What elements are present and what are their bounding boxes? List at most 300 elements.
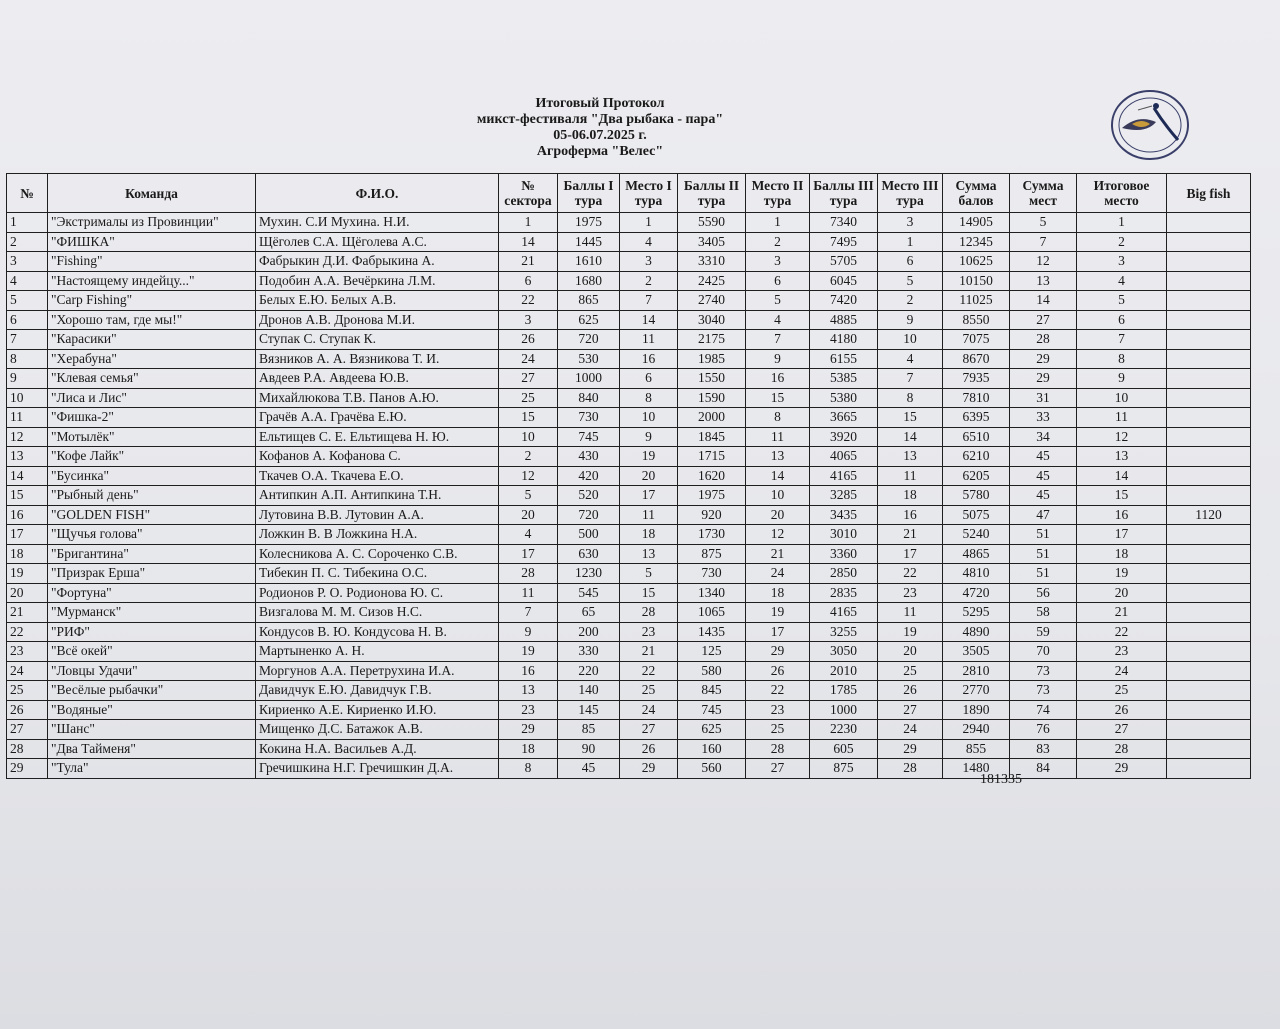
- table-cell: 4885: [810, 310, 878, 330]
- table-row: [7, 291, 1251, 311]
- table-cell: 11: [499, 583, 558, 603]
- table-cell: 430: [558, 447, 620, 467]
- table-cell: 4165: [810, 603, 878, 623]
- table-cell: [1167, 583, 1251, 603]
- table-cell: 1590: [678, 388, 746, 408]
- table-cell: 10625: [943, 252, 1010, 272]
- table-cell: 7495: [810, 232, 878, 252]
- table-cell: 47: [1010, 505, 1077, 525]
- table-cell: Мухин. С.И Мухина. Н.И.: [256, 213, 499, 233]
- table-cell: 23: [499, 700, 558, 720]
- table-cell: 45: [1010, 466, 1077, 486]
- table-cell: 920: [678, 505, 746, 525]
- table-cell: 12: [499, 466, 558, 486]
- table-cell: 29: [1010, 349, 1077, 369]
- table-cell: 7: [1010, 232, 1077, 252]
- table-cell: Ельтищев С. Е. Ельтищева Н. Ю.: [256, 427, 499, 447]
- table-cell: "Щучья голова": [48, 525, 256, 545]
- table-cell: 27: [746, 759, 810, 779]
- table-cell: "Шанс": [48, 720, 256, 740]
- table-cell: 1620: [678, 466, 746, 486]
- table-cell: 29: [746, 642, 810, 662]
- table-cell: Родионов Р. О. Родионова Ю. С.: [256, 583, 499, 603]
- table-cell: 2940: [943, 720, 1010, 740]
- table-cell: 720: [558, 330, 620, 350]
- table-row: [7, 486, 1251, 506]
- table-cell: 10: [499, 427, 558, 447]
- table-cell: [1167, 310, 1251, 330]
- table-cell: 1120: [1167, 505, 1251, 525]
- table-row: [7, 525, 1251, 545]
- table-cell: 76: [1010, 720, 1077, 740]
- table-cell: 2425: [678, 271, 746, 291]
- table-cell: 5: [878, 271, 943, 291]
- table-cell: 7: [746, 330, 810, 350]
- column-header: Итоговое место: [1077, 174, 1167, 213]
- table-cell: 12: [1010, 252, 1077, 272]
- table-cell: 33: [1010, 408, 1077, 428]
- column-header: Баллы I тура: [558, 174, 620, 213]
- table-cell: 11: [620, 330, 678, 350]
- table-cell: 875: [810, 759, 878, 779]
- table-cell: 24: [620, 700, 678, 720]
- table-row: [7, 544, 1251, 564]
- table-cell: 11: [1077, 408, 1167, 428]
- table-cell: 17: [7, 525, 48, 545]
- table-row: [7, 700, 1251, 720]
- table-cell: 6045: [810, 271, 878, 291]
- table-cell: 530: [558, 349, 620, 369]
- table-cell: 15: [1077, 486, 1167, 506]
- table-cell: 140: [558, 681, 620, 701]
- table-cell: 3255: [810, 622, 878, 642]
- table-cell: 6: [1077, 310, 1167, 330]
- table-cell: 16: [499, 661, 558, 681]
- table-cell: 27: [1077, 720, 1167, 740]
- table-cell: 2230: [810, 720, 878, 740]
- column-header: Место III тура: [878, 174, 943, 213]
- table-cell: 8550: [943, 310, 1010, 330]
- table-cell: 220: [558, 661, 620, 681]
- table-cell: 2: [878, 291, 943, 311]
- table-cell: 3920: [810, 427, 878, 447]
- column-header: №: [7, 174, 48, 213]
- table-cell: "Водяные": [48, 700, 256, 720]
- table-cell: 16: [1077, 505, 1167, 525]
- table-row: [7, 310, 1251, 330]
- table-cell: 2010: [810, 661, 878, 681]
- table-cell: 6155: [810, 349, 878, 369]
- column-header: Место I тура: [620, 174, 678, 213]
- table-cell: 16: [7, 505, 48, 525]
- table-cell: 1480: [943, 759, 1010, 779]
- table-cell: 15: [746, 388, 810, 408]
- table-cell: 90: [558, 739, 620, 759]
- table-cell: 9: [1077, 369, 1167, 389]
- table-cell: Ткачев О.А. Ткачева Е.О.: [256, 466, 499, 486]
- table-cell: 1000: [558, 369, 620, 389]
- table-cell: "Лиса и Лис": [48, 388, 256, 408]
- table-cell: 20: [1077, 583, 1167, 603]
- table-cell: 6: [499, 271, 558, 291]
- table-cell: 1975: [678, 486, 746, 506]
- header-date: 05-06.07.2025 г.: [553, 128, 647, 143]
- table-cell: 12: [746, 525, 810, 545]
- table-cell: 73: [1010, 681, 1077, 701]
- table-cell: 9: [746, 349, 810, 369]
- table-cell: 14: [1077, 466, 1167, 486]
- table-cell: "Два Тайменя": [48, 739, 256, 759]
- column-header: Баллы III тура: [810, 174, 878, 213]
- table-cell: [1167, 720, 1251, 740]
- table-cell: 70: [1010, 642, 1077, 662]
- table-cell: 7075: [943, 330, 1010, 350]
- table-cell: 15: [499, 408, 558, 428]
- table-cell: 11025: [943, 291, 1010, 311]
- table-cell: 73: [1010, 661, 1077, 681]
- table-cell: 25: [7, 681, 48, 701]
- table-cell: 1340: [678, 583, 746, 603]
- table-cell: [1167, 544, 1251, 564]
- table-cell: 730: [678, 564, 746, 584]
- table-cell: 6: [746, 271, 810, 291]
- table-cell: 12: [1077, 427, 1167, 447]
- table-cell: 1610: [558, 252, 620, 272]
- table-cell: "Carp Fishing": [48, 291, 256, 311]
- table-cell: 11: [878, 466, 943, 486]
- table-cell: 1000: [810, 700, 878, 720]
- table-cell: 18: [878, 486, 943, 506]
- table-cell: [1167, 661, 1251, 681]
- table-cell: 21: [620, 642, 678, 662]
- table-cell: [1167, 349, 1251, 369]
- table-cell: 74: [1010, 700, 1077, 720]
- table-cell: Авдеев Р.А. Авдеева Ю.В.: [256, 369, 499, 389]
- table-cell: 5240: [943, 525, 1010, 545]
- table-cell: 26: [620, 739, 678, 759]
- table-cell: 19: [1077, 564, 1167, 584]
- table-cell: 1550: [678, 369, 746, 389]
- table-cell: 16: [746, 369, 810, 389]
- table-cell: 10150: [943, 271, 1010, 291]
- table-cell: 5380: [810, 388, 878, 408]
- table-cell: [1167, 739, 1251, 759]
- table-cell: 1: [1077, 213, 1167, 233]
- table-cell: 21: [1077, 603, 1167, 623]
- table-cell: 14905: [943, 213, 1010, 233]
- table-cell: 7: [1077, 330, 1167, 350]
- table-cell: 605: [810, 739, 878, 759]
- table-cell: 1680: [558, 271, 620, 291]
- table-cell: 3360: [810, 544, 878, 564]
- table-cell: 625: [678, 720, 746, 740]
- table-cell: 8: [878, 388, 943, 408]
- table-cell: 14: [746, 466, 810, 486]
- table-cell: 22: [746, 681, 810, 701]
- table-cell: 10: [7, 388, 48, 408]
- table-cell: "Хорошо там, где мы!": [48, 310, 256, 330]
- table-row: [7, 622, 1251, 642]
- table-cell: 745: [678, 700, 746, 720]
- table-cell: 18: [1077, 544, 1167, 564]
- table-cell: "Клевая семья": [48, 369, 256, 389]
- table-row: [7, 739, 1251, 759]
- table-cell: 5295: [943, 603, 1010, 623]
- table-cell: [1167, 427, 1251, 447]
- table-cell: 2: [1077, 232, 1167, 252]
- table-cell: 8: [499, 759, 558, 779]
- table-cell: 4810: [943, 564, 1010, 584]
- table-cell: 26: [1077, 700, 1167, 720]
- table-cell: 8: [620, 388, 678, 408]
- table-cell: 13: [1010, 271, 1077, 291]
- table-row: [7, 408, 1251, 428]
- table-cell: 730: [558, 408, 620, 428]
- table-cell: "РИФ": [48, 622, 256, 642]
- table-cell: 17: [1077, 525, 1167, 545]
- table-cell: Кофанов А. Кофанова С.: [256, 447, 499, 467]
- table-row: [7, 466, 1251, 486]
- table-cell: [1167, 622, 1251, 642]
- table-cell: Вязников А. А. Вязникова Т. И.: [256, 349, 499, 369]
- table-cell: 22: [620, 661, 678, 681]
- table-cell: 58: [1010, 603, 1077, 623]
- table-cell: 3010: [810, 525, 878, 545]
- table-cell: 2740: [678, 291, 746, 311]
- table-cell: 8670: [943, 349, 1010, 369]
- table-cell: 10: [620, 408, 678, 428]
- table-row: [7, 720, 1251, 740]
- table-cell: 1435: [678, 622, 746, 642]
- table-cell: [1167, 681, 1251, 701]
- table-cell: Кириенко А.Е. Кириенко И.Ю.: [256, 700, 499, 720]
- table-cell: 4180: [810, 330, 878, 350]
- table-cell: 20: [878, 642, 943, 662]
- table-cell: 23: [878, 583, 943, 603]
- table-row: [7, 759, 1251, 779]
- table-cell: 9: [7, 369, 48, 389]
- table-cell: 51: [1010, 525, 1077, 545]
- table-cell: 4: [620, 232, 678, 252]
- table-cell: [1167, 603, 1251, 623]
- table-cell: 19: [746, 603, 810, 623]
- table-cell: 1785: [810, 681, 878, 701]
- table-cell: 24: [499, 349, 558, 369]
- table-cell: 4065: [810, 447, 878, 467]
- table-cell: 85: [558, 720, 620, 740]
- table-cell: 29: [620, 759, 678, 779]
- table-cell: 3050: [810, 642, 878, 662]
- table-cell: 22: [7, 622, 48, 642]
- table-cell: 3: [878, 213, 943, 233]
- table-cell: 160: [678, 739, 746, 759]
- table-cell: 2: [499, 447, 558, 467]
- table-cell: 5: [499, 486, 558, 506]
- table-cell: 145: [558, 700, 620, 720]
- table-cell: 2: [7, 232, 48, 252]
- table-cell: 23: [620, 622, 678, 642]
- table-cell: 7: [620, 291, 678, 311]
- table-cell: 520: [558, 486, 620, 506]
- table-cell: 21: [878, 525, 943, 545]
- table-cell: 3405: [678, 232, 746, 252]
- table-cell: 24: [878, 720, 943, 740]
- table-cell: [1167, 447, 1251, 467]
- table-cell: 28: [1010, 330, 1077, 350]
- table-row: [7, 505, 1251, 525]
- table-cell: 28: [1077, 739, 1167, 759]
- table-cell: 22: [878, 564, 943, 584]
- table-row: [7, 583, 1251, 603]
- table-cell: "ФИШКА": [48, 232, 256, 252]
- table-cell: "Всё окей": [48, 642, 256, 662]
- table-cell: 26: [7, 700, 48, 720]
- table-cell: 18: [499, 739, 558, 759]
- table-cell: 6: [7, 310, 48, 330]
- table-cell: "Фишка-2": [48, 408, 256, 428]
- table-cell: 25: [878, 661, 943, 681]
- table-cell: 840: [558, 388, 620, 408]
- table-cell: 27: [620, 720, 678, 740]
- table-cell: 7810: [943, 388, 1010, 408]
- table-cell: 720: [558, 505, 620, 525]
- table-cell: 10: [1077, 388, 1167, 408]
- table-cell: 7: [499, 603, 558, 623]
- table-cell: 6210: [943, 447, 1010, 467]
- table-cell: 7: [7, 330, 48, 350]
- table-cell: 22: [499, 291, 558, 311]
- table-cell: 3: [620, 252, 678, 272]
- table-cell: 1230: [558, 564, 620, 584]
- table-row: [7, 252, 1251, 272]
- table-cell: 125: [678, 642, 746, 662]
- table-cell: Антипкин А.П. Антипкина Т.Н.: [256, 486, 499, 506]
- table-cell: 1: [620, 213, 678, 233]
- table-cell: Михайлюкова Т.В. Панов А.Ю.: [256, 388, 499, 408]
- column-header: Big fish: [1167, 174, 1251, 213]
- table-cell: "Фортуна": [48, 583, 256, 603]
- column-header: Сумма балов: [943, 174, 1010, 213]
- table-cell: 3310: [678, 252, 746, 272]
- table-cell: Тибекин П. С. Тибекина О.С.: [256, 564, 499, 584]
- table-row: [7, 271, 1251, 291]
- table-cell: 28: [7, 739, 48, 759]
- table-cell: Фабрыкин Д.И. Фабрыкина А.: [256, 252, 499, 272]
- table-cell: Гречишкина Н.Г. Гречишкин Д.А.: [256, 759, 499, 779]
- table-cell: 4: [878, 349, 943, 369]
- table-cell: [1167, 232, 1251, 252]
- table-cell: 13: [1077, 447, 1167, 467]
- table-cell: 1: [7, 213, 48, 233]
- table-cell: 25: [1077, 681, 1167, 701]
- table-cell: 1730: [678, 525, 746, 545]
- table-cell: 9: [499, 622, 558, 642]
- table-cell: [1167, 408, 1251, 428]
- table-cell: 7420: [810, 291, 878, 311]
- table-cell: 6: [620, 369, 678, 389]
- table-cell: 5: [746, 291, 810, 311]
- table-cell: 7935: [943, 369, 1010, 389]
- table-cell: 26: [878, 681, 943, 701]
- table-cell: 29: [7, 759, 48, 779]
- table-cell: 13: [620, 544, 678, 564]
- table-cell: 26: [499, 330, 558, 350]
- table-cell: 27: [7, 720, 48, 740]
- table-cell: [1167, 291, 1251, 311]
- table-cell: 83: [1010, 739, 1077, 759]
- column-header: № сектора: [499, 174, 558, 213]
- table-cell: 500: [558, 525, 620, 545]
- table-row: [7, 349, 1251, 369]
- table-cell: 745: [558, 427, 620, 447]
- table-cell: 2: [620, 271, 678, 291]
- table-cell: "Fishing": [48, 252, 256, 272]
- table-cell: 51: [1010, 564, 1077, 584]
- table-cell: Подобин А.А. Вечёркина Л.М.: [256, 271, 499, 291]
- table-cell: Кондусов В. Ю. Кондусова Н. В.: [256, 622, 499, 642]
- table-cell: 8: [1077, 349, 1167, 369]
- table-cell: 17: [620, 486, 678, 506]
- table-cell: 420: [558, 466, 620, 486]
- table-cell: "Херабуна": [48, 349, 256, 369]
- table-cell: 5075: [943, 505, 1010, 525]
- table-cell: 10: [746, 486, 810, 506]
- table-cell: [1167, 759, 1251, 779]
- table-cell: [1167, 252, 1251, 272]
- table-cell: 19: [499, 642, 558, 662]
- table-cell: 4865: [943, 544, 1010, 564]
- table-cell: [1167, 564, 1251, 584]
- table-cell: "Бригантина": [48, 544, 256, 564]
- table-cell: [1167, 486, 1251, 506]
- table-cell: 1065: [678, 603, 746, 623]
- table-cell: "Экстрималы из Провинции": [48, 213, 256, 233]
- column-header: Ф.И.О.: [256, 174, 499, 213]
- table-cell: [1167, 525, 1251, 545]
- table-cell: 25: [746, 720, 810, 740]
- table-cell: [1167, 213, 1251, 233]
- table-cell: 14: [878, 427, 943, 447]
- table-cell: 8: [746, 408, 810, 428]
- table-cell: 580: [678, 661, 746, 681]
- table-cell: 29: [1010, 369, 1077, 389]
- table-cell: 26: [746, 661, 810, 681]
- table-cell: 3505: [943, 642, 1010, 662]
- table-cell: 14: [620, 310, 678, 330]
- table-cell: 5: [1010, 213, 1077, 233]
- table-cell: [1167, 642, 1251, 662]
- table-cell: 84: [1010, 759, 1077, 779]
- table-cell: 11: [746, 427, 810, 447]
- table-cell: 3: [499, 310, 558, 330]
- table-cell: 2175: [678, 330, 746, 350]
- table-cell: Моргунов А.А. Перетрухина И.А.: [256, 661, 499, 681]
- table-cell: 11: [878, 603, 943, 623]
- table-cell: Ступак С. Ступак К.: [256, 330, 499, 350]
- table-cell: 20: [499, 505, 558, 525]
- table-cell: 11: [7, 408, 48, 428]
- table-cell: 3: [746, 252, 810, 272]
- table-cell: 4: [7, 271, 48, 291]
- table-cell: 630: [558, 544, 620, 564]
- table-cell: Мищенко Д.С. Батажок А.В.: [256, 720, 499, 740]
- table-cell: 23: [7, 642, 48, 662]
- table-cell: 9: [620, 427, 678, 447]
- table-cell: 11: [620, 505, 678, 525]
- table-cell: 5: [1077, 291, 1167, 311]
- table-cell: 1985: [678, 349, 746, 369]
- table-cell: 15: [878, 408, 943, 428]
